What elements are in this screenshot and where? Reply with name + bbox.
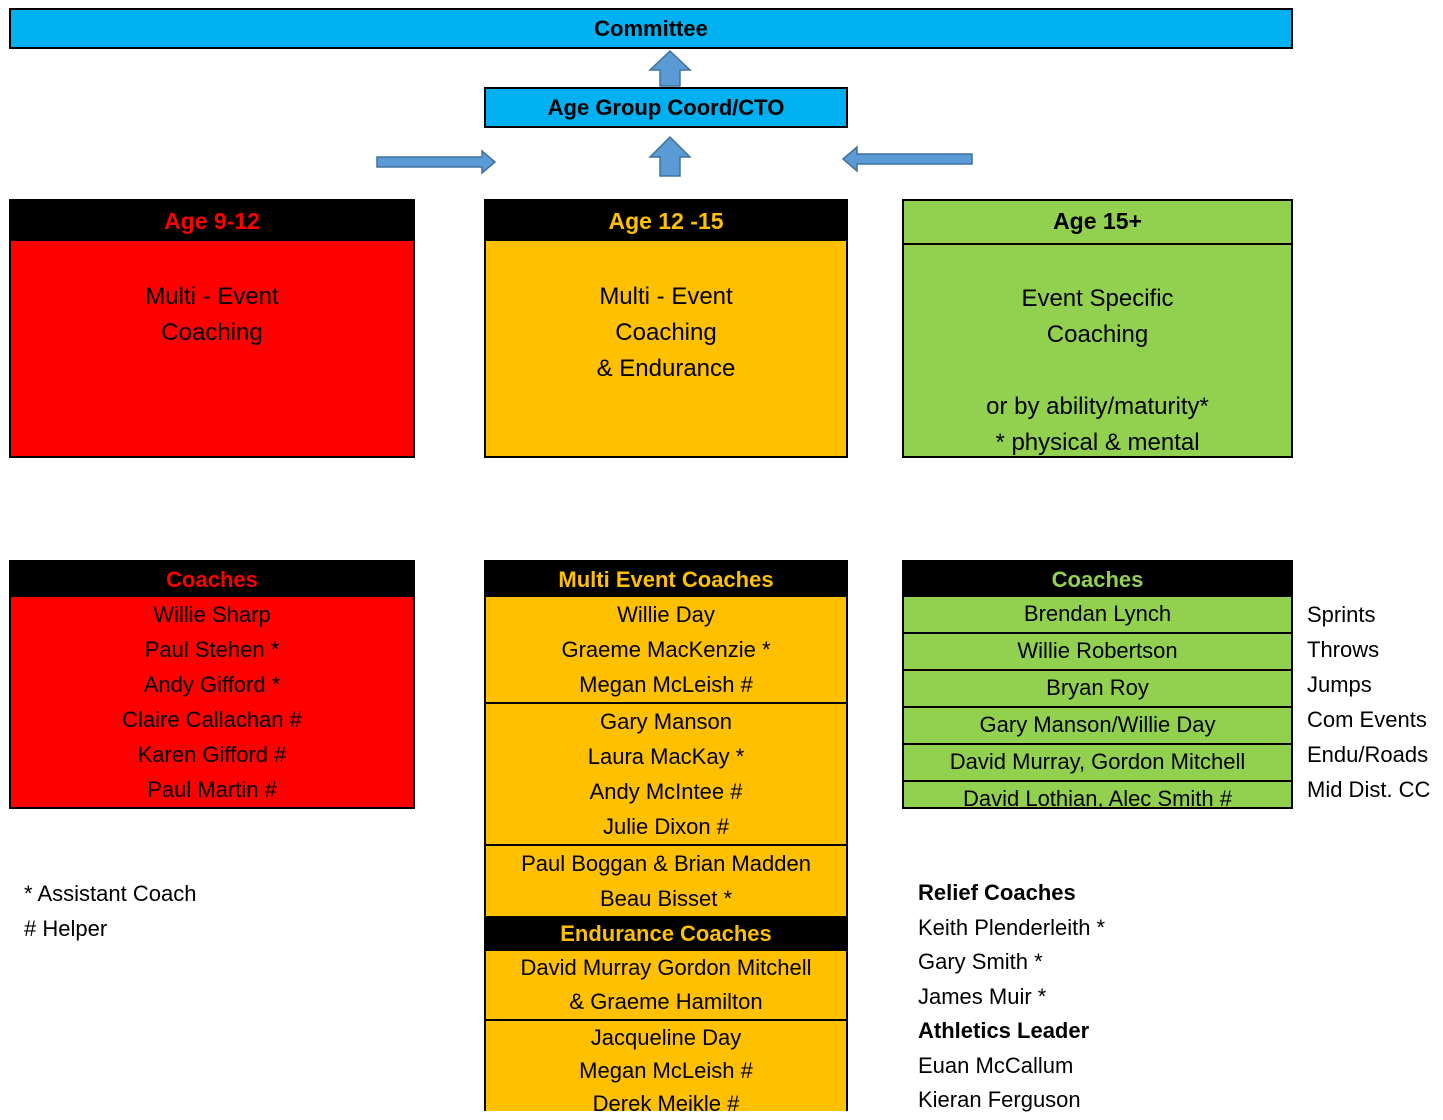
- event-label: Com Events: [1307, 707, 1427, 732]
- coach-name: & Graeme Hamilton: [569, 989, 763, 1014]
- endurance-group-2: [486, 1019, 846, 1120]
- event-labels: [1307, 597, 1443, 807]
- committee-label: Committee: [594, 16, 708, 41]
- multi-event-coaches-title: Multi Event Coaches: [486, 562, 846, 597]
- relief-coaches-title: Relief Coaches: [918, 880, 1076, 905]
- coach-name: Claire Callachan #: [122, 707, 302, 732]
- endurance-coaches-title: Endurance Coaches: [486, 916, 846, 951]
- coach-name: Beau Bisset *: [599, 886, 733, 911]
- coach-name: Paul Stehen *: [144, 637, 280, 662]
- panel-age-9-12-title: Age 9-12: [11, 201, 413, 241]
- coach-name: Laura MacKay *: [587, 744, 745, 769]
- coaches-15-list: [902, 560, 1293, 809]
- legend-assistant: * Assistant Coach: [24, 881, 197, 906]
- event-label: Mid Dist. CC: [1307, 777, 1431, 802]
- coach-name: Willie Sharp: [153, 602, 271, 627]
- age-group-coord-label: Age Group Coord/CTO: [547, 95, 785, 120]
- coach-name: Megan McLeish #: [579, 672, 753, 697]
- athletics-leader-name: Kieran Ferguson: [918, 1087, 1081, 1112]
- athletics-leader-title: Athletics Leader: [918, 1018, 1090, 1043]
- coaches-15-rows: [904, 597, 1291, 811]
- multi-group-2: [486, 702, 846, 844]
- coach-name: Brendan Lynch: [904, 597, 1291, 634]
- relief-coach-name: Gary Smith *: [918, 949, 1043, 974]
- panel-age-9-12-line: Multi - Event: [145, 283, 279, 310]
- panel-age-12-15-line: & Endurance: [596, 355, 736, 382]
- panel-age-9-12-line: Coaching: [161, 319, 263, 346]
- event-label: Endu/Roads: [1307, 742, 1429, 767]
- coach-name: Willie Robertson: [904, 634, 1291, 671]
- coaches-12-15-list: [484, 560, 848, 1116]
- panel-age-9-12: [9, 199, 415, 458]
- arrow-right: [377, 151, 495, 173]
- panel-age-15-plus: [902, 199, 1293, 458]
- coach-name: Julie Dixon #: [603, 814, 729, 839]
- panel-age-12-15-title: Age 12 -15: [486, 201, 846, 241]
- panel-age-15-line: or by ability/maturity*: [986, 393, 1209, 420]
- coach-name: Graeme MacKenzie *: [561, 637, 771, 662]
- coach-name: Gary Manson: [599, 709, 733, 734]
- relief-coach-name: James Muir *: [918, 983, 1047, 1009]
- panel-age-15-line: Coaching: [1046, 321, 1149, 348]
- coach-name: Willie Day: [617, 602, 715, 627]
- multi-group-1: [486, 597, 846, 702]
- coach-name: Karen Gifford #: [137, 742, 287, 767]
- legend-helper: # Helper: [24, 916, 108, 941]
- coach-name: Derek Meikle #: [592, 1091, 740, 1116]
- coaches-15-title: Coaches: [904, 562, 1291, 597]
- coach-name: Megan McLeish #: [579, 1058, 753, 1083]
- panel-age-12-15-line: Coaching: [615, 319, 717, 346]
- arrow-up-top: [650, 51, 690, 86]
- coach-name: Paul Boggan & Brian Madden: [521, 851, 811, 876]
- multi-group-3: [486, 844, 846, 916]
- coaches-9-12-title: Coaches: [11, 562, 413, 597]
- coach-name: Jacqueline Day: [590, 1025, 742, 1050]
- legend: [24, 876, 284, 946]
- coach-name: David Murray Gordon Mitchell: [520, 955, 812, 980]
- arrow-left: [843, 147, 972, 171]
- event-label: Sprints: [1307, 602, 1376, 627]
- event-label: Jumps: [1307, 672, 1372, 697]
- panel-age-15-spacer: [904, 353, 1291, 389]
- coach-name: Gary Manson/Willie Day: [904, 708, 1291, 745]
- panel-age-15-title: Age 15+: [904, 201, 1291, 245]
- arrow-up-middle: [650, 137, 690, 176]
- arrows-layer: [0, 0, 1443, 200]
- panel-age-12-15-line: Multi - Event: [599, 283, 733, 310]
- coach-name: Paul Martin #: [147, 777, 277, 802]
- coach-name: Andy Gifford *: [143, 672, 281, 697]
- coach-name: David Murray, Gordon Mitchell: [904, 745, 1291, 782]
- athletics-leader-name: Euan McCallum: [918, 1052, 1074, 1078]
- panel-age-15-line: * physical & mental: [995, 429, 1200, 456]
- coaches-9-12-list: [9, 560, 415, 809]
- panel-age-15-line: Event Specific: [1021, 285, 1174, 312]
- coach-name: Andy McIntee #: [589, 779, 743, 804]
- event-label: Throws: [1307, 637, 1380, 662]
- panel-age-12-15: [484, 199, 848, 458]
- endurance-group-1: [486, 951, 846, 1019]
- relief-coach-name: Keith Plenderleith *: [918, 914, 1106, 940]
- coach-name: David Lothian, Alec Smith #: [962, 786, 1233, 811]
- coach-name: Bryan Roy: [904, 671, 1291, 708]
- relief-section: [918, 876, 1218, 1118]
